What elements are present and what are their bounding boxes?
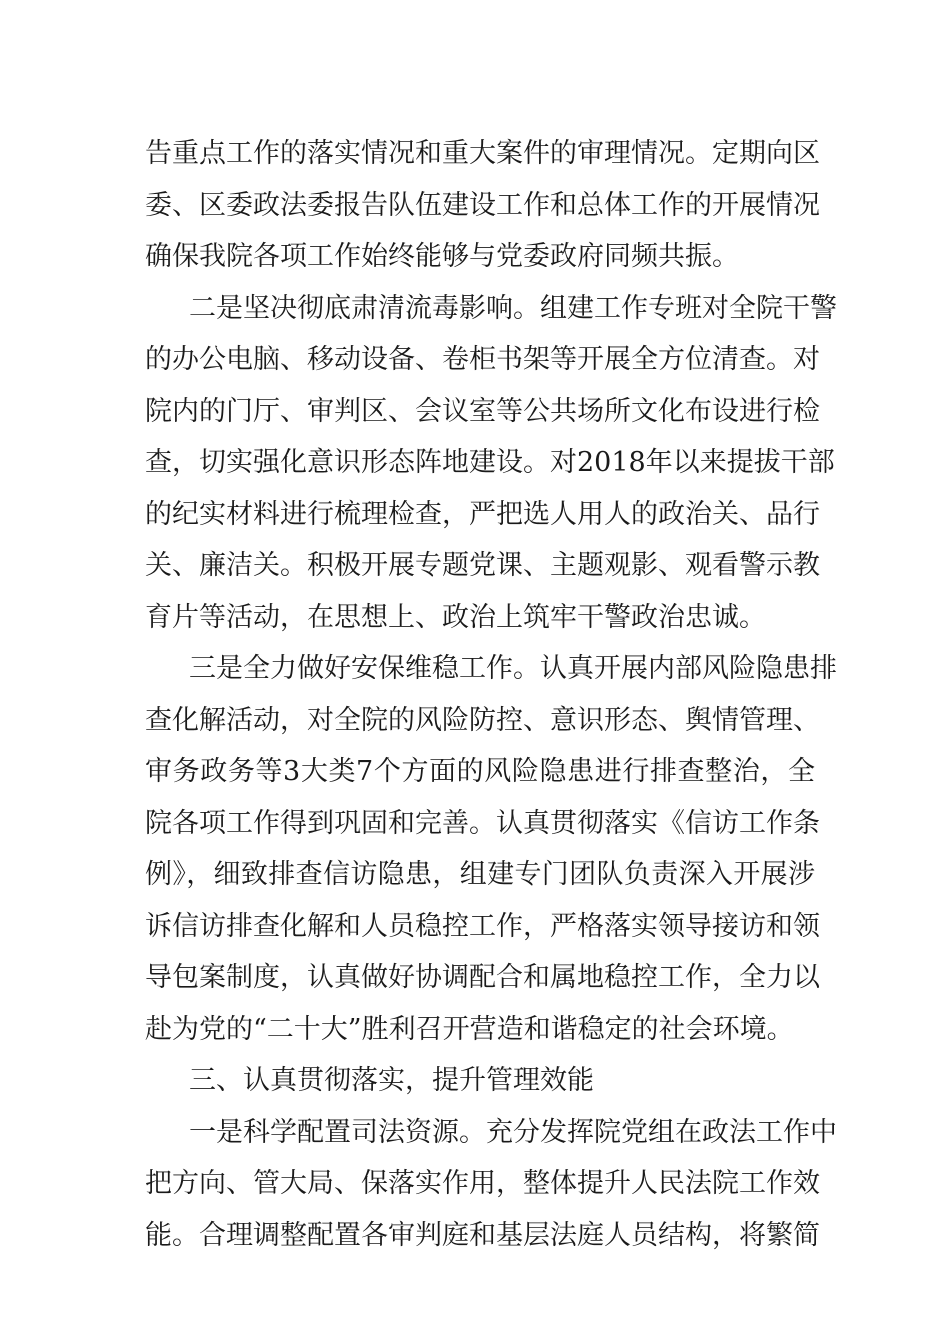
text-line: 赴为党的“二十大”胜利召开营造和谐稳定的社会环境。: [145, 1013, 794, 1045]
text-line: 能。合理调整配置各审判庭和基层法庭人员结构，将繁简: [145, 1219, 820, 1251]
text-line: 三是全力做好安保维稳工作。认真开展内部风险隐患排: [189, 653, 837, 684]
text-line: 院内的门厅、审判区、会议室等公共场所文化布设进行检: [145, 395, 820, 427]
text-line: 导包案制度，认真做好协调配合和属地稳控工作，全力以: [145, 962, 820, 993]
text-line: 二是坚决彻底肃清流毒影响。组建工作专班对全院干警: [189, 292, 837, 324]
text-line: 查，切实强化意识形态阵地建设。对2018年以来提拔干部: [145, 447, 835, 478]
text-line: 把方向、管大局、保落实作用，整体提升人民法院工作效: [145, 1168, 820, 1199]
text-line: 院各项工作得到巩固和完善。认真贯彻落实《信访工作条: [145, 807, 820, 839]
text-line: 确保我院各项工作始终能够与党委政府同频共振。: [145, 241, 739, 272]
text-line: 关、廉洁关。积极开展专题党课、主题观影、观看警示教: [145, 550, 820, 581]
text-line: 的纪实材料进行梳理检查，严把选人用人的政治关、品行: [145, 498, 820, 530]
text-line: 的办公电脑、移动设备、卷柜书架等开展全方位清查。对: [145, 344, 820, 375]
text-line: 委、区委政法委报告队伍建设工作和总体工作的开展情况: [145, 189, 820, 221]
text-line: 审务政务等3大类7个方面的风险隐患进行排查整治，全: [145, 756, 815, 787]
section-heading: 三、认真贯彻落实，提升管理效能: [189, 1065, 594, 1096]
text-line: 一是科学配置司法资源。充分发挥院党组在政法工作中: [189, 1116, 837, 1148]
text-line: 告重点工作的落实情况和重大案件的审理情况。定期向区: [145, 138, 820, 169]
text-line: 查化解活动，对全院的风险防控、意识形态、舆情管理、: [145, 704, 820, 736]
text-line: 例》，细致排查信访隐患，组建专门团队负责深入开展涉: [145, 859, 815, 890]
body-text: [145, 128, 837, 1261]
text-line: 育片等活动，在思想上、政治上筑牢干警政治忠诚。: [145, 601, 766, 633]
text-line: 诉信访排查化解和人员稳控工作，严格落实领导接访和领: [145, 910, 820, 942]
